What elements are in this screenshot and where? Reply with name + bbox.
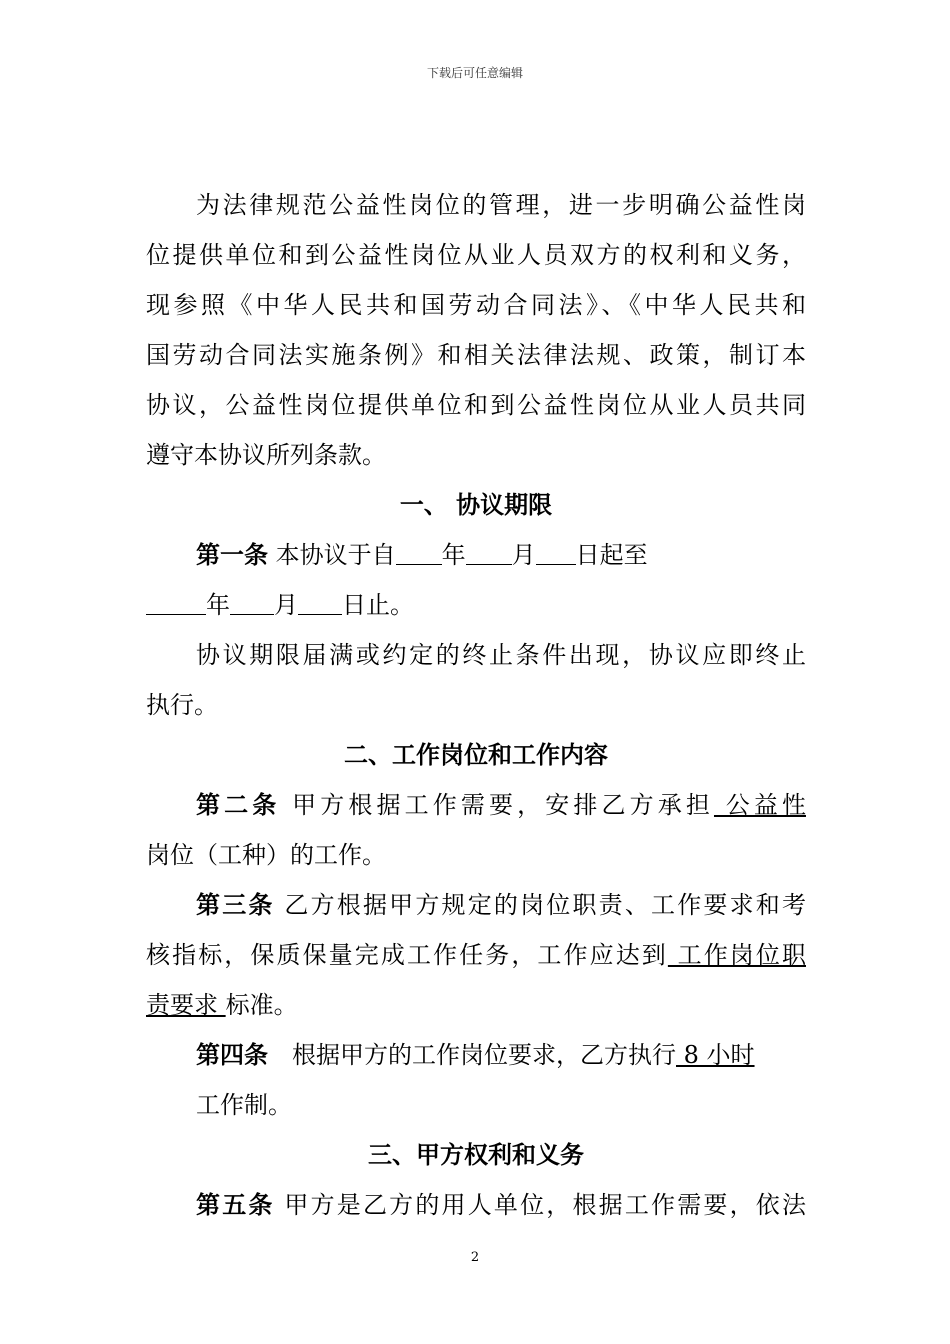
intro-line-1: 为法律规范公益性岗位的管理，进一步明确公益性岗 [196, 191, 806, 219]
article-3-text: 乙方根据甲方规定的岗位职责、工作要求和考 [274, 891, 806, 919]
month-blank-2 [230, 588, 274, 615]
article-3-text-2: 核指标，保质保量完成工作任务，工作应达到 [146, 941, 668, 969]
page-header: 下载后可任意编辑 [426, 66, 523, 80]
day-label-1: 日起至 [575, 541, 648, 569]
article-4-label: 第四条 [196, 1040, 268, 1069]
article-3-line-3 [146, 980, 806, 1030]
year-label-2: 年 [206, 591, 230, 619]
day-blank-2 [298, 588, 342, 615]
month-blank-1 [466, 538, 512, 565]
article-4-line-2: 工作制。 [196, 1091, 292, 1119]
year-blank-2 [146, 588, 206, 615]
year-blank-1 [396, 538, 442, 565]
intro-line-3: 现参照《中华人民共和国劳动合同法》、《中华人民共和 [146, 291, 806, 319]
termination-line-1: 协议期限届满或约定的终止条件出现，协议应即终止 [196, 641, 806, 669]
termination-line-2: 执行。 [146, 691, 218, 719]
article-5-label: 第五条 [196, 1190, 275, 1219]
article-5-line-1 [146, 1180, 806, 1230]
article-3-standard-b: 责要求 [146, 991, 226, 1019]
day-label-2: 日止。 [342, 591, 414, 619]
intro-line-5: 协议，公益性岗位提供单位和到公益性岗位从业人员共同 [146, 391, 806, 419]
section-3-heading: 三、甲方权利和义务 [368, 1140, 584, 1169]
article-2-post: 公益性 [713, 791, 806, 819]
article-1-line-1 [146, 530, 806, 580]
intro-line-2: 位提供单位和到公益性岗位从业人员双方的权利和义务， [146, 241, 806, 269]
article-4-text: 根据甲方的工作岗位要求，乙方执行 [268, 1041, 676, 1069]
intro-line-6: 遵守本协议所列条款。 [146, 441, 386, 469]
article-2-line-2: 岗位（工种）的工作。 [146, 841, 386, 869]
month-label-2: 月 [274, 591, 298, 619]
article-3-line-1 [146, 880, 806, 930]
month-label-1: 月 [511, 541, 536, 569]
intro-line-4: 国劳动合同法实施条例》和相关法律法规、政策，制订本 [146, 341, 806, 369]
page-number: 2 [470, 1250, 480, 1265]
section-1-heading: 一、 协议期限 [399, 490, 553, 519]
article-1-line-2 [146, 580, 806, 630]
year-label-1: 年 [441, 541, 466, 569]
article-3-line-2 [146, 930, 806, 980]
article-5-text: 甲方是乙方的用人单位，根据工作需要，依法 [274, 1191, 806, 1219]
article-3-text-3: 标准。 [225, 991, 298, 1019]
article-4-hours: 8 小时 [676, 1041, 755, 1069]
article-1-label: 第一条 [196, 540, 268, 569]
article-2-label: 第二条 [196, 790, 281, 819]
article-4-line-1 [146, 1030, 806, 1080]
document-body [146, 180, 806, 1230]
article-2-text: 甲方根据工作需要，安排乙方承担 [280, 791, 714, 819]
day-blank-1 [536, 538, 576, 565]
article-3-label: 第三条 [196, 890, 275, 919]
section-2-heading: 二、工作岗位和工作内容 [344, 740, 608, 769]
article-1-text: 本协议于自 [268, 541, 396, 569]
article-2-line-1 [146, 780, 806, 830]
article-3-standard-a: 工作岗位职 [667, 941, 806, 969]
